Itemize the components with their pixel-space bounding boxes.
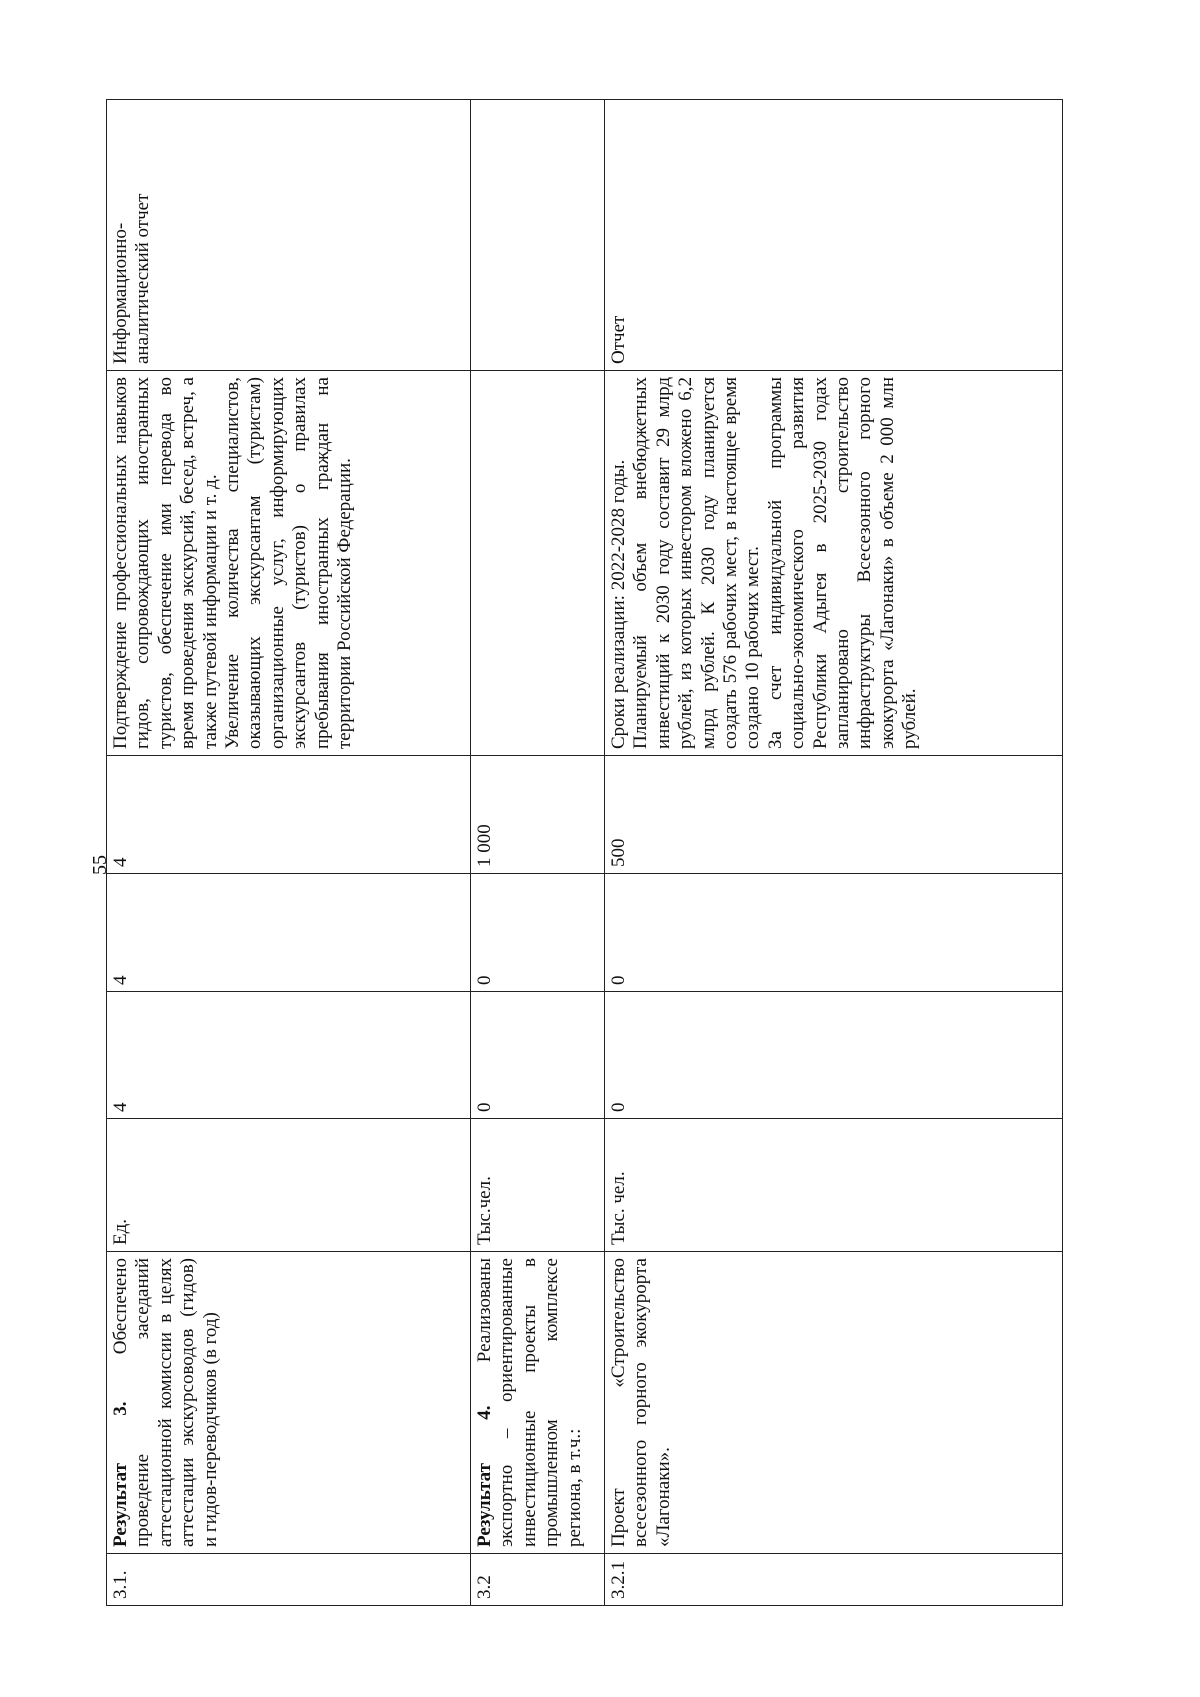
row-number: 3.2 bbox=[471, 1554, 605, 1606]
page-number: 55 bbox=[89, 855, 111, 875]
row-number: 3.2.1 bbox=[605, 1554, 1063, 1606]
value-cell: 0 bbox=[605, 874, 1063, 992]
result-cell bbox=[605, 1252, 1063, 1554]
table-row bbox=[605, 100, 1063, 1606]
result-label: Результат 3. bbox=[110, 1401, 131, 1547]
unit-cell: Тыс. чел. bbox=[605, 1119, 1063, 1252]
result-text: Проект «Строительство всесезонного горного экокурорта «Лагонаки». bbox=[608, 1258, 674, 1547]
result-cell bbox=[107, 1252, 471, 1554]
description-cell bbox=[107, 371, 471, 756]
description-cell bbox=[471, 371, 605, 756]
results-table bbox=[106, 99, 1063, 1606]
result-text: Обеспечено проведение заседаний аттестационной комиссии в целях аттестации экскурсоводов (гидов) и гидов-переводчиков (в год) bbox=[110, 1258, 221, 1547]
row-number: 3.1. bbox=[107, 1554, 471, 1606]
value-cell: 0 bbox=[471, 874, 605, 992]
unit-cell: Тыс.чел. bbox=[471, 1119, 605, 1252]
description-cell bbox=[605, 371, 1063, 756]
value-cell: 0 bbox=[471, 992, 605, 1119]
unit-cell: Ед. bbox=[107, 1119, 471, 1252]
description-paragraph: Подтверждение профессиональных навыков гидов, сопровождающих иностранных туристов, обеспечение ими перевода во время проведения экскурсий, бесед, встреч, а также путевой информации и т. д. bbox=[110, 377, 221, 749]
table-row bbox=[107, 100, 471, 1606]
table-row bbox=[471, 100, 605, 1606]
description-paragraph: Увеличение количества специалистов, оказывающих экскурсантам (туристам) организационные услуг, информирующих экскурсантов (туристов) о правилах пребывания иностранных граждан на территории Российской Федерации. bbox=[222, 377, 356, 749]
document-cell: Отчет bbox=[605, 100, 1063, 371]
value-cell: 4 bbox=[107, 874, 471, 992]
value-cell: 0 bbox=[605, 992, 1063, 1119]
description-paragraph: За счет индивидуальной программы социально-экономического развития Республики Адыгея в 2025-2030 годах запланировано строительство инфраструктуры Всесезонного горного экокурорта «Лагонаки» в объеме 2 000 млн рублей. bbox=[764, 377, 921, 749]
value-cell: 1 000 bbox=[471, 756, 605, 874]
description-paragraph: Планируемый объем внебюджетных инвестиций к 2030 году составит 29 млрд рублей, из которых инвестором вложено 6,2 млрд рублей. К 2030 году планируется создать 576 рабочих мест, в настоящее время создано 10 рабочих мест. bbox=[630, 377, 764, 749]
document-cell bbox=[471, 100, 605, 371]
value-cell: 4 bbox=[107, 756, 471, 874]
result-label: Результат 4. bbox=[474, 1405, 495, 1547]
result-text: Реализованы экспортно – ориентированные инвестиционные проекты в промышленном комплексе региона, в т.ч.: bbox=[474, 1258, 585, 1547]
description-paragraph: Сроки реализации: 2022-2028 годы. bbox=[608, 459, 629, 749]
value-cell: 500 bbox=[605, 756, 1063, 874]
result-cell bbox=[471, 1252, 605, 1554]
value-cell: 4 bbox=[107, 992, 471, 1119]
document-cell: Информационно-аналитический отчет bbox=[107, 100, 471, 371]
rotated-page-content bbox=[106, 100, 1062, 1606]
